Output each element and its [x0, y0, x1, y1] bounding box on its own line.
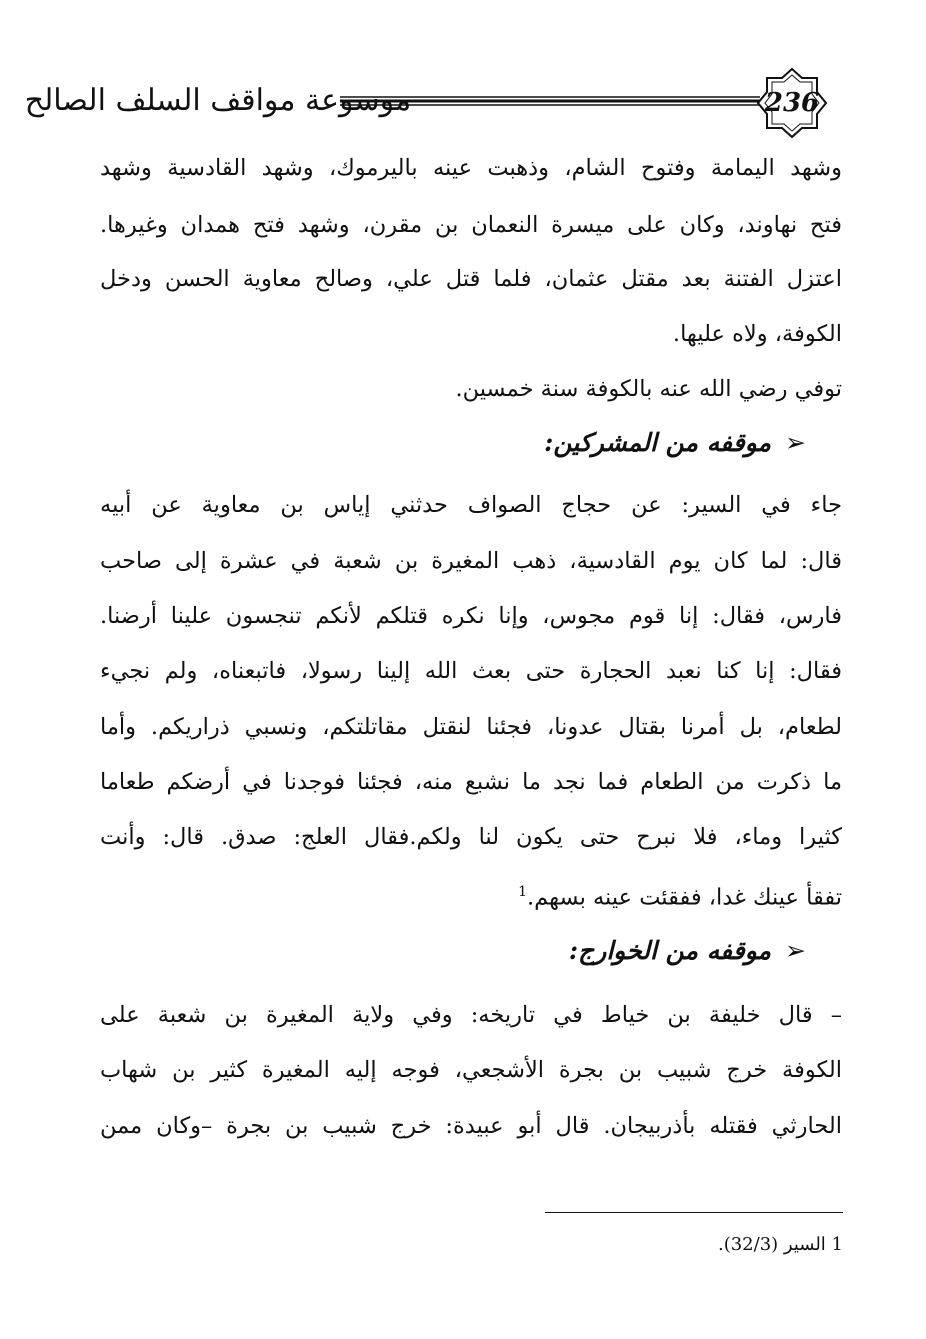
death-note: توفي رضي الله عنه بالكوفة سنة خمسين.: [455, 376, 842, 402]
footnote-text: السير (32/3).: [717, 1234, 826, 1255]
paragraph-line: فتح نهاوند، وكان على ميسرة النعمان بن مقرن، وشهد فتح همدان وغيرها.: [100, 212, 842, 238]
footnote-number: 1: [831, 1234, 843, 1255]
paragraph-line: لطعام، بل أمرنا بقتال عدونا، فجئنا لنقتل مقاتلتكم، ونسبي ذراريكم. وأما: [100, 714, 842, 740]
section-heading-text: موقفه من المشركين:: [544, 428, 772, 457]
arrow-bullet-icon: ➢: [785, 936, 806, 965]
paragraph-line: ما ذكرت من الطعام فما نجد ما نشبع منه، فجئنا فوجدنا في أرضكم طعاما: [100, 769, 842, 795]
paragraph-line: فارس، فقال: إنا قوم مجوس، وإنا نكره قتلكم لأنكم تنجسون علينا أرضنا.: [100, 603, 842, 629]
section-heading-khawarij: [569, 926, 806, 976]
arrow-bullet-icon: ➢: [785, 428, 806, 457]
footnote: [545, 1230, 843, 1260]
paragraph-line: الكوفة خرج شبيب بن بجرة الأشجعي، فوجه إليه المغيرة كثير بن شهاب: [100, 1057, 842, 1083]
paragraph-line-text: تفقأ عينك غدا، ففقئت عينه بسهم.: [527, 884, 842, 911]
paragraph-line: الكوفة، ولاه عليها.: [672, 321, 842, 347]
paragraph-line: الحارثي فقتله بأذربيجان. قال أبو عبيدة: خرج شبيب بن بجرة –وكان ممن: [100, 1113, 842, 1139]
page-header: [0, 0, 926, 140]
paragraph-line-with-footnote: [100, 867, 842, 917]
paragraph-line: قال: لما كان يوم القادسية، ذهب المغيرة بن شعبة في عشرة إلى صاحب: [100, 548, 842, 574]
book-title: موسوعة مواقف السلف الصالح: [24, 82, 412, 118]
page-number: 236: [764, 88, 820, 118]
paragraph-line: جاء في السير: عن حجاج الصواف حدثني إياس بن معاوية عن أبيه: [100, 492, 842, 518]
section-heading-polytheists: [544, 418, 806, 468]
section-heading-text: موقفه من الخوارج:: [568, 936, 772, 965]
paragraph-line: وشهد اليمامة وفتوح الشام، وذهبت عينه باليرموك، وشهد القادسية وشهد: [100, 155, 842, 181]
paragraph-line: – قال خليفة بن خياط في تاريخه: وفي ولاية المغيرة بن شعبة على: [100, 1002, 842, 1028]
paragraph-line: اعتزل الفتنة بعد مقتل عثمان، فلما قتل علي، وصالح معاوية الحسن ودخل: [100, 266, 842, 292]
paragraph-line: فقال: إنا كنا نعبد الحجارة حتى بعث الله إلينا رسولا، فاتبعناه، ولم نجيء: [100, 658, 842, 684]
footnote-divider: [545, 1212, 843, 1213]
paragraph-line: كثيرا وماء، فلا نبرح حتى يكون لنا ولكم.فقال العلج: صدق. قال: وأنت: [100, 824, 842, 850]
footnote-reference[interactable]: 1: [518, 884, 527, 900]
